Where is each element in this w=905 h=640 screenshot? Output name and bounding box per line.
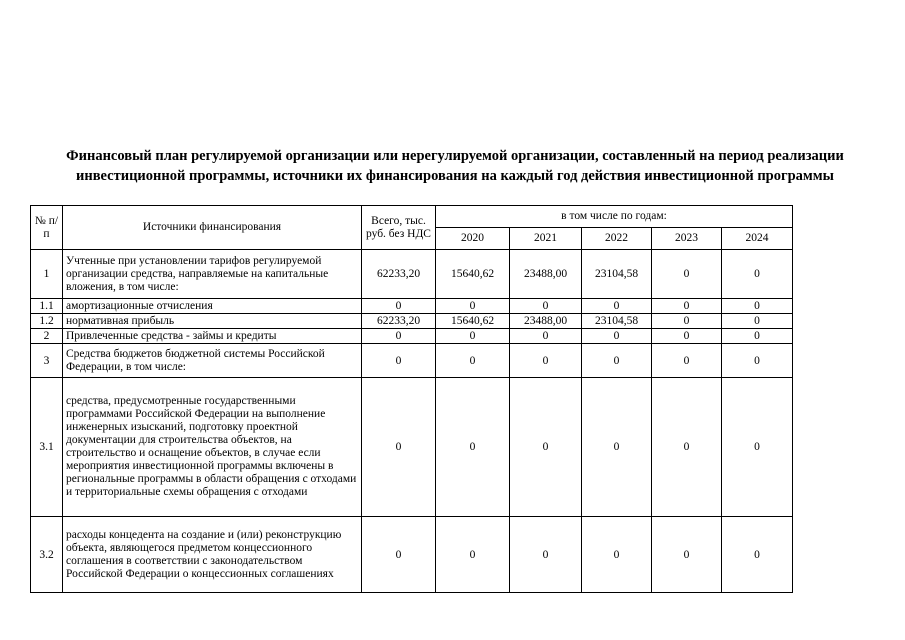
row-source: Учтенные при установлении тарифов регулируемой организации средства, направляемые на капитальные вложения, в том числе: bbox=[63, 250, 362, 299]
row-year-value: 0 bbox=[510, 299, 582, 314]
header-by-years: в том числе по годам: bbox=[436, 206, 793, 228]
document-title: Финансовый план регулируемой организации или нерегулируемой организации, составленный на период реализации инвестиционной программы, источники их финансирования на каждый год действия инвестиционной программы bbox=[66, 148, 844, 184]
row-number: 1.1 bbox=[31, 299, 63, 314]
row-year-value: 0 bbox=[436, 378, 510, 517]
header-year: 2023 bbox=[652, 228, 722, 250]
row-year-value: 0 bbox=[582, 344, 652, 378]
header-num: № п/п bbox=[31, 206, 63, 250]
row-source: нормативная прибыль bbox=[63, 314, 362, 329]
row-year-value: 0 bbox=[652, 329, 722, 344]
row-source: Привлеченные средства - займы и кредиты bbox=[63, 329, 362, 344]
row-year-value: 23488,00 bbox=[510, 250, 582, 299]
table-row bbox=[31, 378, 793, 517]
financial-plan-table bbox=[30, 205, 793, 593]
row-total: 0 bbox=[362, 329, 436, 344]
row-year-value: 0 bbox=[722, 299, 793, 314]
row-source: средства, предусмотренные государственными программами Российской Федерации на выполнение инженерных изысканий, подготовку проектной документации для строительства объектов, на строительство и оснащение объектов, в случае если мероприятия инвестиционной программы включены в региональные программы в области обращения с отходами и территориальные схемы обращения с отходами bbox=[63, 378, 362, 517]
row-year-value: 0 bbox=[436, 344, 510, 378]
header-source: Источники финансирования bbox=[63, 206, 362, 250]
row-year-value: 0 bbox=[436, 299, 510, 314]
row-year-value: 0 bbox=[722, 314, 793, 329]
table-row bbox=[31, 250, 793, 299]
row-source: Средства бюджетов бюджетной системы Российской Федерации, в том числе: bbox=[63, 344, 362, 378]
row-year-value: 0 bbox=[722, 378, 793, 517]
row-year-value: 0 bbox=[652, 378, 722, 517]
row-year-value: 23488,00 bbox=[510, 314, 582, 329]
table-row bbox=[31, 299, 793, 314]
row-year-value: 23104,58 bbox=[582, 314, 652, 329]
row-year-value: 0 bbox=[722, 344, 793, 378]
header-year: 2024 bbox=[722, 228, 793, 250]
table-row bbox=[31, 329, 793, 344]
row-source: амортизационные отчисления bbox=[63, 299, 362, 314]
row-year-value: 23104,58 bbox=[582, 250, 652, 299]
header-total: Всего, тыс. руб. без НДС bbox=[362, 206, 436, 250]
table-row bbox=[31, 314, 793, 329]
header-year: 2022 bbox=[582, 228, 652, 250]
row-year-value: 0 bbox=[582, 299, 652, 314]
row-number: 3.1 bbox=[31, 378, 63, 517]
row-number: 1.2 bbox=[31, 314, 63, 329]
row-total: 0 bbox=[362, 517, 436, 593]
header-year: 2021 bbox=[510, 228, 582, 250]
row-number: 2 bbox=[31, 329, 63, 344]
row-year-value: 0 bbox=[652, 314, 722, 329]
row-year-value: 0 bbox=[510, 378, 582, 517]
row-total: 62233,20 bbox=[362, 314, 436, 329]
row-year-value: 0 bbox=[510, 517, 582, 593]
row-year-value: 0 bbox=[582, 378, 652, 517]
row-year-value: 0 bbox=[436, 517, 510, 593]
header-row-1 bbox=[31, 206, 793, 228]
row-number: 3.2 bbox=[31, 517, 63, 593]
row-year-value: 0 bbox=[652, 344, 722, 378]
row-total: 0 bbox=[362, 344, 436, 378]
row-year-value: 0 bbox=[582, 329, 652, 344]
header-year: 2020 bbox=[436, 228, 510, 250]
row-number: 1 bbox=[31, 250, 63, 299]
row-year-value: 0 bbox=[722, 517, 793, 593]
row-year-value: 0 bbox=[652, 299, 722, 314]
row-year-value: 0 bbox=[582, 517, 652, 593]
row-year-value: 0 bbox=[722, 250, 793, 299]
row-year-value: 0 bbox=[436, 329, 510, 344]
row-year-value: 0 bbox=[652, 517, 722, 593]
row-year-value: 15640,62 bbox=[436, 314, 510, 329]
table-row bbox=[31, 517, 793, 593]
row-year-value: 0 bbox=[722, 329, 793, 344]
row-year-value: 0 bbox=[652, 250, 722, 299]
row-total: 62233,20 bbox=[362, 250, 436, 299]
row-total: 0 bbox=[362, 299, 436, 314]
row-year-value: 15640,62 bbox=[436, 250, 510, 299]
row-source: расходы концедента на создание и (или) реконструкцию объекта, являющегося предметом концессионного соглашения в соответствии с законодательством Российской Федерации о концессионных соглашениях bbox=[63, 517, 362, 593]
row-number: 3 bbox=[31, 344, 63, 378]
row-year-value: 0 bbox=[510, 329, 582, 344]
table-row bbox=[31, 344, 793, 378]
row-total: 0 bbox=[362, 378, 436, 517]
row-year-value: 0 bbox=[510, 344, 582, 378]
